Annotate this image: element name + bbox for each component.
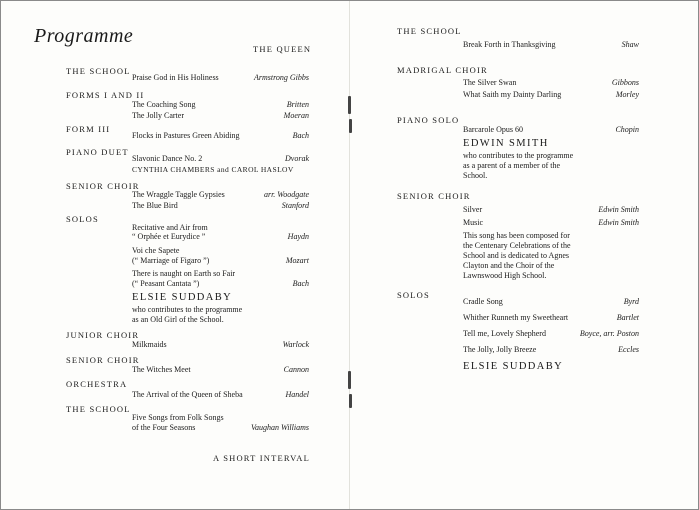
work-title: The Jolly, Jolly Breeze <box>463 345 537 354</box>
composer: Shaw <box>621 40 639 49</box>
composer: Boyce, arr. Poston <box>579 329 639 338</box>
work-title: Barcarole Opus 60 <box>463 125 523 134</box>
soloist-note: as an Old Girl of the School. <box>132 315 224 324</box>
interval-note: A SHORT INTERVAL <box>213 453 311 463</box>
work-title: The Wraggle Taggle Gypsies <box>132 190 225 199</box>
anthem-heading: THE QUEEN <box>253 44 312 54</box>
section-heading: SENIOR CHOIR <box>66 181 140 191</box>
staple-top-right <box>349 119 352 133</box>
work-title: Break Forth in Thanksgiving <box>463 40 556 49</box>
song-note: the Centenary Celebrations of the <box>463 241 571 250</box>
staple-top-left <box>348 96 351 114</box>
composer: Byrd <box>623 297 639 306</box>
composer: arr. Woodgate <box>263 190 309 199</box>
soloist-name: ELSIE SUDDABY <box>463 361 564 372</box>
work-title: Silver <box>463 205 483 214</box>
composer: Armstrong Gibbs <box>253 73 309 82</box>
staple-bottom-right <box>349 394 352 408</box>
composer: Haydn <box>287 232 309 241</box>
composer: Edwin Smith <box>598 205 639 214</box>
composer: Vaughan Williams <box>250 423 309 432</box>
work-title: The Silver Swan <box>463 78 517 87</box>
staple-bottom-left <box>348 371 351 389</box>
performers: CYNTHIA CHAMBERS and CAROL HASLOV <box>132 165 294 174</box>
soloist-note: School. <box>463 171 488 180</box>
composer: Eccles <box>618 345 639 354</box>
section-heading: SOLOS <box>66 214 99 224</box>
composer: Cannon <box>283 365 309 374</box>
composer: Chopin <box>615 125 639 134</box>
section-heading: ORCHESTRA <box>66 379 128 389</box>
work-title: The Witches Meet <box>132 365 191 374</box>
section-heading: FORM III <box>66 124 111 134</box>
work-title: The Coaching Song <box>132 100 196 109</box>
work-title: The Jolly Carter <box>132 111 184 120</box>
work-title: Milkmaids <box>132 340 167 349</box>
song-note: Lawnswood High School. <box>463 271 547 280</box>
soloist-name: ELSIE SUDDABY <box>132 292 233 303</box>
work-title: Slavonic Dance No. 2 <box>132 154 203 163</box>
soloist-note: who contributes to the programme <box>132 305 243 314</box>
soloist-note: as a parent of a member of the <box>463 161 561 170</box>
composer: Britten <box>286 100 309 109</box>
composer: Morley <box>615 90 639 99</box>
section-heading: THE SCHOOL <box>397 26 462 36</box>
work-title: Praise God in His Holiness <box>132 73 219 82</box>
composer: Dvorak <box>285 154 309 163</box>
section-heading: JUNIOR CHOIR <box>66 330 140 340</box>
work-title: The Arrival of the Queen of Sheba <box>132 390 243 399</box>
composer: Gibbons <box>611 78 639 87</box>
composer: Stanford <box>281 201 309 210</box>
song-note: School and is dedicated to Agnes <box>463 251 569 260</box>
work-title: Cradle Song <box>463 297 503 306</box>
section-heading: FORMS I AND II <box>66 90 145 100</box>
composer: Moeran <box>283 111 309 120</box>
programme-title: Programme <box>34 25 134 47</box>
section-heading: THE SCHOOL <box>66 404 131 414</box>
section-heading: MADRIGAL CHOIR <box>397 65 488 75</box>
work-title: Tell me, Lovely Shepherd <box>463 329 546 338</box>
work-title-cont: “ Orphée et Eurydice ” <box>132 232 206 241</box>
song-note: Clayton and the Choir of the <box>463 261 555 270</box>
composer: Handel <box>285 390 309 399</box>
composer: Warlock <box>282 340 309 349</box>
work-title: Voi che Sapete <box>132 246 180 255</box>
work-title: Recitative and Air from <box>132 223 208 232</box>
work-title: What Saith my Dainty Darling <box>463 90 562 99</box>
work-title: Flocks in Pastures Green Abiding <box>132 131 240 140</box>
soloist-note: who contributes to the programme <box>463 151 574 160</box>
section-heading: SENIOR CHOIR <box>397 191 471 201</box>
work-title: Five Songs from Folk Songs <box>132 413 224 422</box>
work-title: The Blue Bird <box>132 201 178 210</box>
composer: Bach <box>292 131 309 140</box>
work-title-cont: (“ Peasant Cantata ”) <box>132 279 200 288</box>
section-heading: PIANO SOLO <box>397 115 460 125</box>
composer: Mozart <box>285 256 309 265</box>
work-title: Whither Runneth my Sweetheart <box>463 313 569 322</box>
page-fold <box>349 1 350 509</box>
work-title-cont: (“ Marriage of Figaro ”) <box>132 256 210 265</box>
work-title: There is naught on Earth so Fair <box>132 269 236 278</box>
composer: Bach <box>292 279 309 288</box>
work-title: Music <box>463 218 483 227</box>
song-note: This song has been composed for <box>463 231 570 240</box>
section-heading: THE SCHOOL <box>66 66 131 76</box>
composer: Edwin Smith <box>598 218 639 227</box>
composer: Bartlet <box>616 313 639 322</box>
section-heading: SOLOS <box>397 290 430 300</box>
section-heading: SENIOR CHOIR <box>66 355 140 365</box>
soloist-name: EDWIN SMITH <box>463 138 549 149</box>
section-heading: PIANO DUET <box>66 147 129 157</box>
work-title-cont: of the Four Seasons <box>132 423 196 432</box>
